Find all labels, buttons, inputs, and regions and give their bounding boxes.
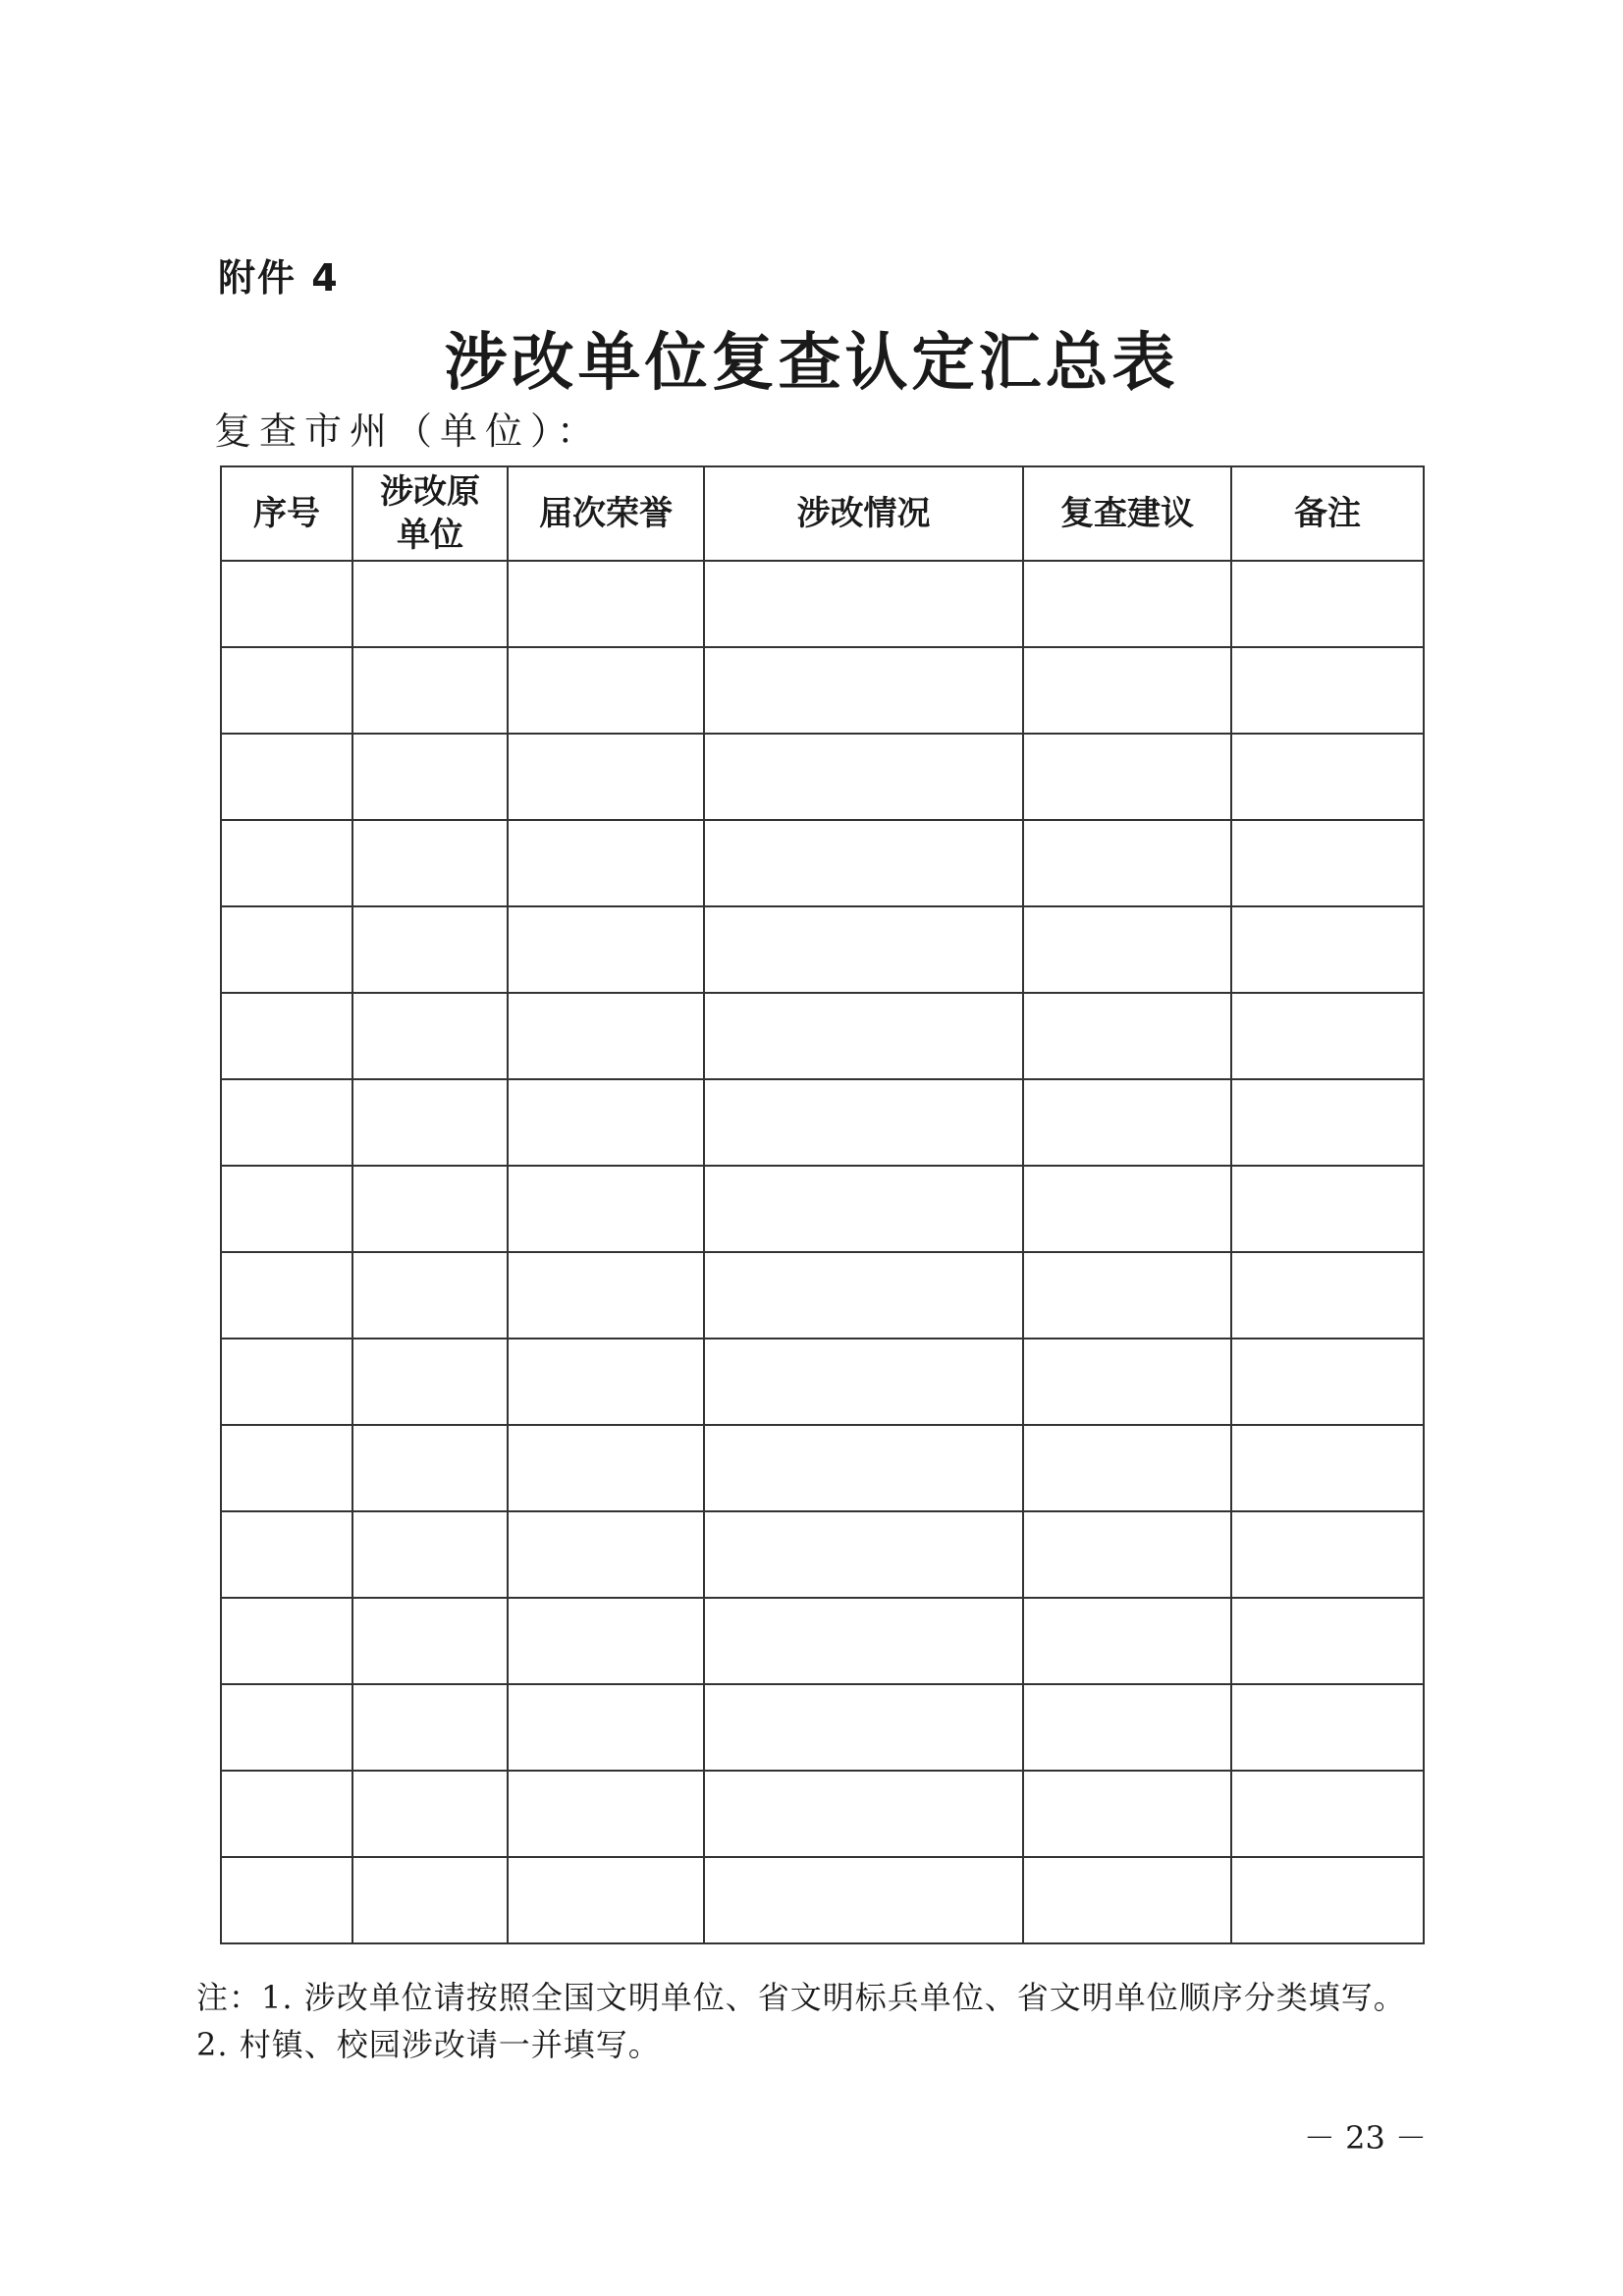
table-cell [221, 1339, 352, 1425]
table-cell [508, 1079, 704, 1166]
table-cell [704, 1425, 1023, 1511]
table-cell [352, 1857, 508, 1943]
table-cell [221, 1857, 352, 1943]
table-cell [1231, 1252, 1424, 1339]
table-cell [1231, 1339, 1424, 1425]
table-cell [352, 1511, 508, 1598]
table-cell [508, 1425, 704, 1511]
table-cell [352, 993, 508, 1079]
table-cell [508, 1771, 704, 1857]
table-cell [352, 1425, 508, 1511]
table-cell [1231, 1079, 1424, 1166]
table-cell [1023, 820, 1231, 906]
table-cell [1023, 1598, 1231, 1684]
table-cell [704, 820, 1023, 906]
header-seq: 序号 [221, 466, 352, 561]
table-cell [221, 993, 352, 1079]
table-cell [704, 1857, 1023, 1943]
table-cell [352, 1166, 508, 1252]
table-cell [352, 820, 508, 906]
table-cell [1023, 1252, 1231, 1339]
table-row [221, 734, 1424, 820]
table-cell [1231, 647, 1424, 734]
table-cell [508, 647, 704, 734]
table-cell [1231, 734, 1424, 820]
table-cell [1023, 1684, 1231, 1771]
table-cell [1231, 820, 1424, 906]
table-cell [352, 1598, 508, 1684]
table-cell [704, 1079, 1023, 1166]
table-cell [352, 1339, 508, 1425]
table-cell [1231, 1425, 1424, 1511]
table-cell [1023, 647, 1231, 734]
page-title: 涉改单位复查认定汇总表 [444, 326, 1179, 400]
table-cell [1231, 1511, 1424, 1598]
table-row [221, 906, 1424, 993]
table-cell [221, 1166, 352, 1252]
header-honor: 届次荣誉 [508, 466, 704, 561]
table-cell [1231, 993, 1424, 1079]
table-cell [1023, 1511, 1231, 1598]
table-row [221, 561, 1424, 647]
table-cell [704, 1166, 1023, 1252]
table-cell [508, 1339, 704, 1425]
table-cell [221, 1252, 352, 1339]
table-cell [508, 1252, 704, 1339]
notes [196, 1974, 1406, 2068]
table-row [221, 1598, 1424, 1684]
table-cell [221, 1079, 352, 1166]
table-cell [508, 906, 704, 993]
table-row [221, 820, 1424, 906]
attachment-label: 附件 4 [218, 256, 340, 300]
table-cell [1023, 1079, 1231, 1166]
note-line-1: 注：1. 涉改单位请按照全国文明单位、省文明标兵单位、省文明单位顺序分类填写。 [196, 1979, 1406, 2016]
table-cell [508, 561, 704, 647]
table-cell [704, 561, 1023, 647]
table-cell [508, 1857, 704, 1943]
table-cell [1023, 993, 1231, 1079]
table-cell [1023, 1339, 1231, 1425]
table-row [221, 1339, 1424, 1425]
table-cell [704, 647, 1023, 734]
table-cell [704, 1252, 1023, 1339]
header-remark: 备注 [1231, 466, 1424, 561]
summary-table [220, 465, 1425, 1944]
table-cell [352, 561, 508, 647]
table-cell [704, 734, 1023, 820]
table-cell [221, 734, 352, 820]
table-cell [1023, 734, 1231, 820]
review-unit-label: 复查市州（单位）： [214, 410, 603, 453]
table-row [221, 1771, 1424, 1857]
table-cell [1023, 906, 1231, 993]
table-cell [1023, 1425, 1231, 1511]
table-cell [352, 647, 508, 734]
table-cell [1023, 1857, 1231, 1943]
table-cell [508, 734, 704, 820]
table-cell [1231, 1598, 1424, 1684]
table-cell [1023, 1771, 1231, 1857]
table-cell [704, 1771, 1023, 1857]
table-cell [221, 1684, 352, 1771]
table-cell [1231, 906, 1424, 993]
table-row [221, 1511, 1424, 1598]
table-cell [221, 647, 352, 734]
table-cell [1231, 1771, 1424, 1857]
note-line-2: 2. 村镇、校园涉改请一并填写。 [196, 2026, 661, 2063]
table-cell [1023, 1166, 1231, 1252]
table-header-row [221, 466, 1424, 561]
table-row [221, 1079, 1424, 1166]
header-suggestion: 复查建议 [1023, 466, 1231, 561]
table-cell [352, 734, 508, 820]
table-cell [704, 1684, 1023, 1771]
table-cell [221, 1598, 352, 1684]
table-cell [704, 1598, 1023, 1684]
table-cell [352, 1079, 508, 1166]
table-row [221, 1684, 1424, 1771]
table-cell [1231, 561, 1424, 647]
table-cell [508, 993, 704, 1079]
table-row [221, 1166, 1424, 1252]
table-cell [221, 906, 352, 993]
table-row [221, 647, 1424, 734]
table-cell [704, 1511, 1023, 1598]
table-cell [508, 1598, 704, 1684]
table-cell [704, 1339, 1023, 1425]
table-cell [704, 993, 1023, 1079]
table-cell [1231, 1166, 1424, 1252]
table-cell [352, 906, 508, 993]
table-row [221, 1252, 1424, 1339]
table-body [221, 561, 1424, 1943]
table-cell [508, 1166, 704, 1252]
table-cell [221, 1425, 352, 1511]
table-cell [508, 1511, 704, 1598]
table-cell [352, 1252, 508, 1339]
page-number: － 23 － [1303, 2119, 1427, 2157]
table-cell [1231, 1857, 1424, 1943]
table-cell [508, 1684, 704, 1771]
header-unit-text: 涉改原单位 [380, 471, 480, 555]
table-row [221, 993, 1424, 1079]
header-situation: 涉改情况 [704, 466, 1023, 561]
table-row [221, 1425, 1424, 1511]
header-unit [352, 466, 508, 561]
table-row [221, 1857, 1424, 1943]
table-cell [221, 1511, 352, 1598]
table-cell [704, 906, 1023, 993]
table-cell [1231, 1684, 1424, 1771]
table-cell [221, 820, 352, 906]
table-cell [221, 561, 352, 647]
table-cell [352, 1771, 508, 1857]
table-cell [508, 820, 704, 906]
table-cell [221, 1771, 352, 1857]
table-cell [1023, 561, 1231, 647]
table-cell [352, 1684, 508, 1771]
